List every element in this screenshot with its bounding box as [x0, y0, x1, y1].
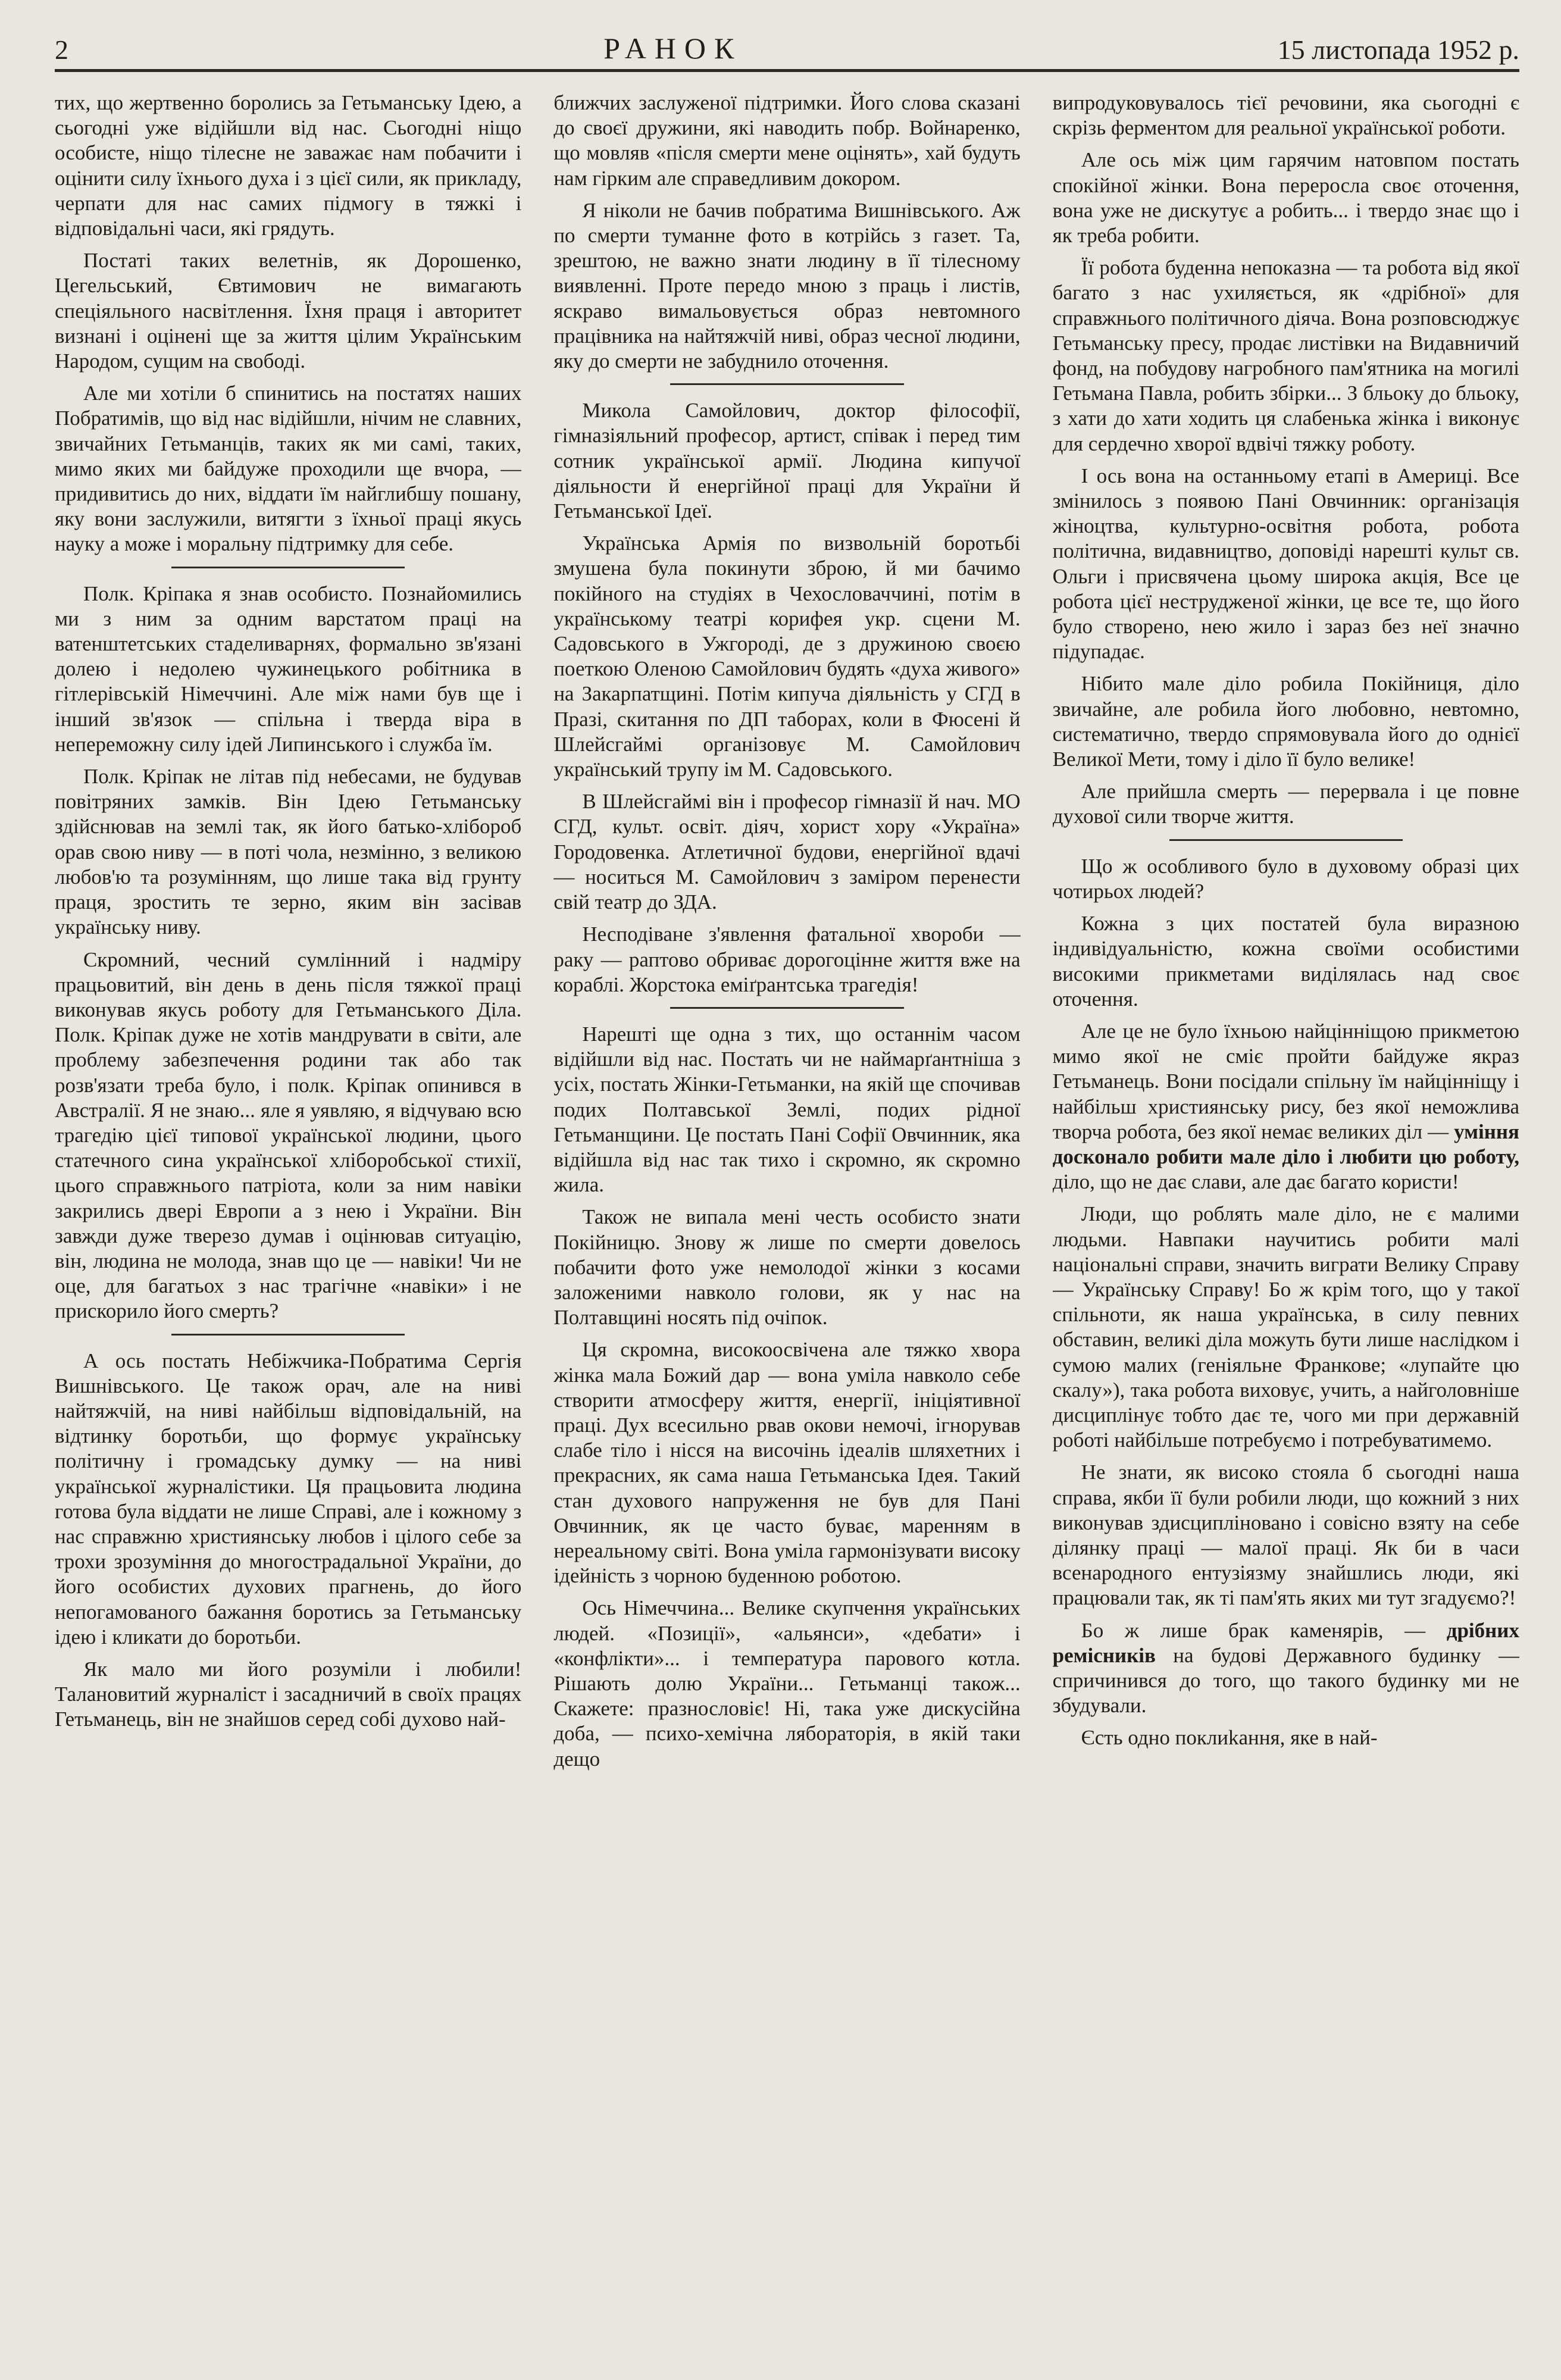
article-paragraph: А ось постать Небіжчика-Побратима Сергія Вишнівського. Це також орач, але на ниві найтяжчій, на ниві найбільш відповідальній, на відтинку боротьби, що формує українську політичну і громадську думку — на ниві української журналістики. Ця працьовита людина готова була віддати не лише Справі, але і кожному з нас справжню християнську любов і цілого себе за трохи зрозуміння до многострадальної України, до його особистих духових прагнень, до його непогамованого бажання боротись за Гетьманську ідею і кликати до боротьби. — [55, 1349, 522, 1649]
column-3 — [1053, 90, 1519, 2362]
article-paragraph: Також не випала мені честь особисто знати Покійницю. Знову ж лише по смерти довелось побачити фото уже немолодої жінки з косами заложеними навколо голови, як у нас на Полтавщині носять під очіпок. — [553, 1205, 1021, 1330]
article-paragraph: Я ніколи не бачив побратима Вишнівського. Аж по смерти туманне фото в котрійсь з газет. Та, зрештою, не важно знати людину в її тілесному виявленні. Проте передо мною з праць і листів, яскраво вимальовується образ невтомного працівника на найтяжчій ниві, образ чесної людини, яку до смерти не забуднило оточення. — [553, 198, 1021, 373]
issue-date: 15 листопада 1952 р. — [1277, 35, 1519, 65]
section-divider — [670, 1007, 903, 1009]
article-paragraph: Скромний, чесний сумлінний і надміру працьовитий, він день в день після тяжкої праці виконував якусь роботу для Гетьманського Діла. Полк. Кріпак дуже не хотів мандрувати в світи, але проблему забезпечення родини так або так розв'язати треба було, і полк. Кріпак опинився в Австралії. Я не знаю... яле я уявляю, я відчуваю всю трагедію цієї типової української людини, цього статечного сина української хліборобської стихії, цього справжнього патріота, коли за ним навіки закрились двері Европи а з нею і України. Він завжди дуже тверезо думав і оцінював ситуацію, він, людина не молода, знав що це — навіки! Чи не оце, для багатьох з нас трагічне «навіки» і не прискорило його смерть? — [55, 947, 522, 1323]
article-paragraph: Але ми хотіли б спинитись на постатях наших Побратимів, що від нас відійшли, нічим не славних, звичайних Гетьманців, таких як ми самі, таких, мимо яких ми байдуже проходили ще вчора, — придивитись до них, віддати їм найглибшу пошану, яку вони заслужили, витягти з їхньої праці якусь науку а може і моральну підтримку для себе. — [55, 381, 522, 556]
article-paragraph: тих, що жертвенно боролись за Гетьманську Ідею, а сьогодні уже відійшли від нас. Сьогодні ніщо особисте, ніщо тілесне не заважає нам побачити і оцінити силу їхнього духа і з цієї сили, як прикладу, черпати для нас самих підмогу в тяжкі і відповідальні часи, які грядуть. — [55, 91, 522, 240]
article-paragraph: Що ж особливого було в духовому образі цих чотирьох людей? — [1052, 854, 1519, 903]
article-paragraph: Але прийшла смерть — перервала і це повне духової сили творче життя. — [1052, 780, 1519, 828]
article-paragraph: Її робота буденна непоказна — та робота від якої багато з нас ухиляється, як «дрібної» для справжнього політичного діяча. Вона розповсюджує Гетьманську пресу, продає листівки на Видавничий фонд, на побудову нагробного пам'ятника на могилі Гетьмана Павла, робить збірки... З бльоку до бльоку, з хати до хати ходить ця слабенька жінка і виконує для сердечно хворої вдвічі тяжку роботу. — [1052, 256, 1519, 455]
article-paragraph: Ця скромна, високоосвічена але тяжко хвора жінка мала Божий дар — вона уміла навколо себе створити атмосферу життя, енергії, ініціятивної праці. Дух всесильно рвав окови немочі, ігнорував слабе тіло і нісся на височінь ідеалів шляхетних і прекрасних, як сама нашa Гетьманська Ідея. Такий стан духового напруження не був для Пані Овчинник, як це часто буває, маренням в нереальному світі. Вона уміла гармонізувати високу ідейність з чорною буденною роботою. — [553, 1338, 1021, 1588]
article-paragraph: Не знати, як високо стояла б сьогодні наша справа, якби її були робили люди, що кожний з них виконував здисципліновано і совісно взяту на себе ділянку праці — малої праці. Як би в часи всенародного ентузіязму знайшлись люди, які працювали так, як ті пам'ять яких ми тут згадуємо?! — [1052, 1460, 1519, 1610]
page-number: 2 — [55, 35, 68, 65]
article-paragraph: Як мало ми його розуміли і любили! Талановитий журналіст і засадничий в своїх працях Гетьманець, він не знайшов серед собі духово най- — [55, 1657, 522, 1731]
section-divider — [171, 1334, 405, 1336]
article-paragraph: І ось вона на останньому етапі в Америці. Все змінилось з появою Пані Овчинник: організація жіноцтва, культурно-освітня робота, робота політична, видавництво, доповіді нарешті культ св. Ольги і присвячена цьому широка акція, Все це робота цієї неструдженої жінки, це все те, що його було створено, нею жило і зараз без неї значно підупадає. — [1052, 464, 1519, 664]
article-paragraph: Нарешті ще одна з тих, що останнім часом відійшли від нас. Постать чи не наймарґантніша з усіх, постать Жінки-Гетьманки, на якій ще спочивав подих Полтавської Землі, подих рідної Гетьманщини. Це постать Пані Софії Овчинник, яка відійшла від нас так тихо і скромно, як скромно жила. — [553, 1022, 1021, 1197]
article-paragraph: Полк. Кріпака я знав особисто. Познайомились ми з ним за одним варстатом праці на ватенштетських стаделиварнях, формально зв'язані долею і недолею чужинецького робітника в гітлерівській Німеччині. Але між нами був ще і інший зв'язок — спільна і тверда віра в непереможну силу ідей Липинського і служба їм. — [55, 581, 522, 756]
column-2 — [553, 90, 1020, 2362]
article-paragraph: Микола Самойлович, доктор філософії, гімназіяльний професор, артист, співак і перед тим сотник української армії. Людина кипучої діяльности й енергійної праці для України й Гетьманської Ідеї. — [553, 399, 1021, 523]
article-columns — [55, 90, 1519, 2362]
article-paragraph: Але ось між цим гарячим натовпом постать спокійної жінки. Вона переросла своє оточення, вона уже не дискутує а робить... і твердо знає що і як треба робити. — [1052, 148, 1519, 248]
article-paragraph: Кожна з цих постатей була виразною індивідуальністю, кожна своїми особистими високими прикметами виділялась над своє оточення. — [1052, 912, 1519, 1011]
article-paragraph: Люди, що роблять мале діло, не є малими людьми. Навпаки научитись робити малі національні справи, значить виграти Велику Справу — Українську Справу! Бо ж крім того, що у такої спільноти, як наша українська, в силу певних обставин, великі діла можуть бути лише наслідком і сумою малих (геніяльне Франкове; «лупайте цю скалу»), така роботa виховує, учить, а найголовніше дисциплінує тобто дає те, чого ми при державній роботі найбільше потребуємо і потребуватимемо. — [1052, 1202, 1519, 1452]
article-paragraph: Постаті таких велетнів, як Дорошенко, Цегельський, Євтимович не вимагають спеціяльного насвітлення. Їхня праця і авторитет визнані і оцінені ще за життя цілим Українським Народом, сущим на свободі. — [55, 249, 522, 373]
section-divider — [171, 567, 405, 568]
article-paragraph: В Шлейсгаймі він і професор гімназії й нач. МО СГД, культ. освіт. діяч, хорист хору «Україна» Городовенка. Атлетичної будови, енергійної вдачі — носиться М. Самойлович з заміром перенести свій театр до ЗДА. — [553, 790, 1021, 914]
section-divider — [670, 383, 903, 385]
article-paragraph: випродуковувалось тієї речовини, яка сьогодні є скрізь ферментом для реальної української роботи. — [1052, 91, 1519, 140]
article-paragraph: Але це не було їхньою найцінніщою прикметою мимо якої не сміє пройти байдуже якраз Гетьманець. Вони посідали спільну їм найцінніщу і найбільш християнську рису, без якої неможлива творча робота, без якої немає великих діл — уміння досконало робити мале діло і любити цю роботу, діло, що не дає слави, але дає багато користи! — [1052, 1019, 1519, 1194]
article-paragraph: Полк. Кріпак не літав під небесами, не будував повітряних замків. Він Ідею Гетьманську здійснював на землі так, як його батько-хлібороб орав свою ниву — в поті чола, незмінно, з великою любов'ю та розумінням, що лише така від грунту праця, зростить те зерно, яким він засівав українську ниву. — [55, 765, 522, 939]
article-paragraph: Ось Німеччина... Велике скупчення українських людей. «Позиції», «альянси», «дебати» і «конфлікти»... і температура парового котла. Рішають долю України... Гетьманці також... Скажете: празнословіє! Ні, така уже дискусійна доба, — психо-хемічна ляборaторія, в якій таки дещо — [553, 1596, 1021, 1771]
article-paragraph: Українська Армія по визвольній боротьбі змушена була покинути зброю, й ми бачимо покійного на студіях в Чехословаччині, потім в українському театрі корифея укр. сцени М. Садовського в Ужгороді, де з дружиною своєю поеткою Оленою Самойлович будять «духа живого» на Закарпатщині. Потім кипуча діяльність у СГД в Празі, скитання по ДП таборах, коли в Фюсені й Шлейсгаймі організовує М. Самойлович український трупу ім М. Садовського. — [553, 531, 1021, 781]
newspaper-title: РАНОК — [603, 32, 743, 65]
column-1 — [55, 90, 521, 2362]
article-paragraph: Несподіване з'явлення фатальної хвороби — раку — раптово обриває дорогоцінне життя вже на кораблі. Жорстока еміґрантська трагедія! — [553, 922, 1021, 996]
section-divider — [1169, 839, 1403, 841]
article-paragraph: ближчих заслуженої підтримки. Його слова сказані до своєї дружини, які наводить побр. Войнаренко, що мовляв «після смерти мене оцінять», хай будуть нам гірким але справедливим докором. — [553, 91, 1021, 190]
page-masthead — [55, 31, 1519, 72]
article-paragraph: Нібито мале діло робила Покійниця, діло звичайне, але робила його любовно, невтомно, систематично, твердо спрямовувала його до однієї Великої Мети, тому і діло її було велике! — [1052, 672, 1519, 771]
article-paragraph: Єсть одно поклиkання, яке в най- — [1081, 1726, 1378, 1750]
article-paragraph: Бо ж лише брак каменярів, — дрібних ремісників на будові Державного будинку — спричинився до того, що такого будинку ми не збудували. — [1052, 1618, 1519, 1718]
